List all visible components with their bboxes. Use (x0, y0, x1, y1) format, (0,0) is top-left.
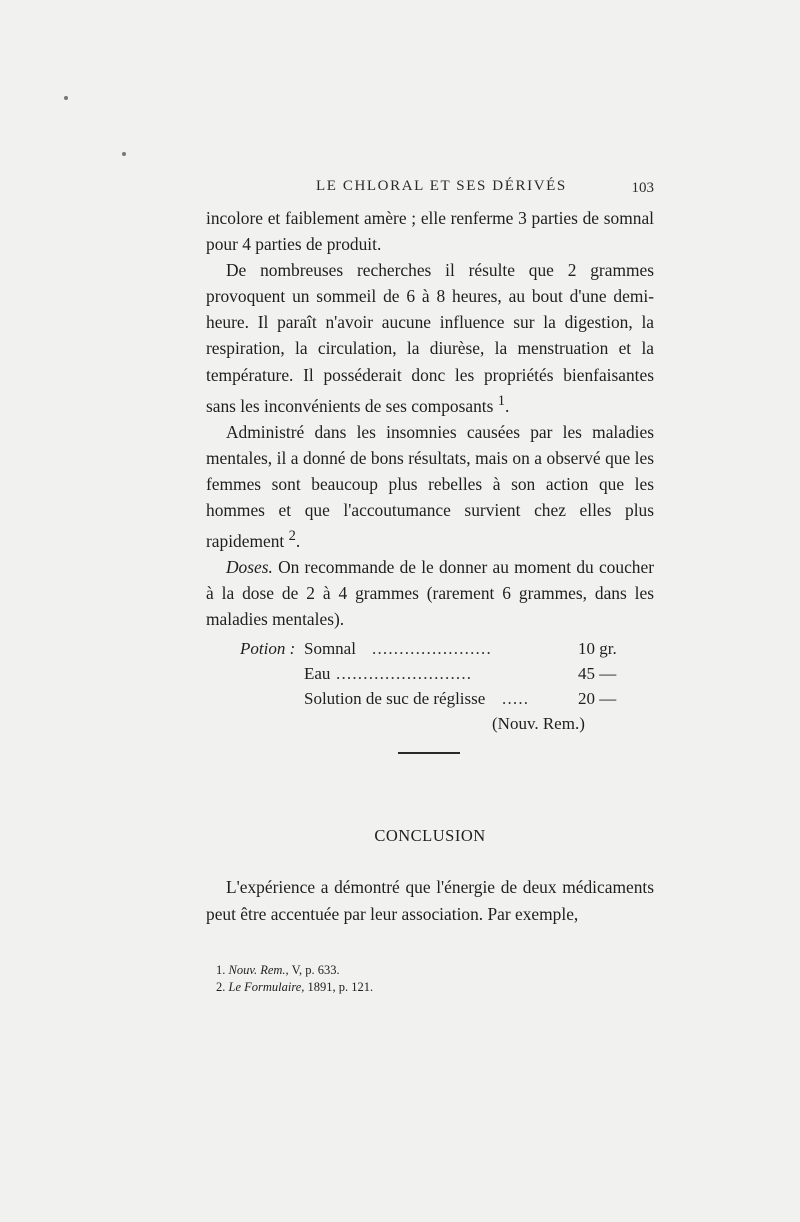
page-number: 103 (631, 180, 654, 196)
paragraph-1: incolore et faiblement amère ; elle renferme 3 parties de somnal pour 4 parties de produit. (206, 208, 654, 255)
formula-row (206, 661, 654, 686)
running-title: LE CHLORAL ET SES DÉRIVÉS (316, 178, 567, 194)
page-speck (122, 152, 126, 156)
footnotes (216, 962, 636, 996)
footnote-2: 2. Le Formulaire, 1891, p. 121. (216, 980, 374, 994)
ingredient-quantity: 20 — (578, 689, 617, 708)
conclusion-text (206, 874, 654, 927)
formula-source: (Nouv. Rem.) (492, 714, 585, 733)
leader-dots: ..... (502, 689, 530, 708)
formula-row (206, 711, 654, 736)
paragraph-3: Administré dans les insomnies causées par les maladies mentales, il a donné de bons résultats, mais on a observé que les femmes sont beaucoup plus rebelles à son action que les hommes et que l'accoutumance survient chez elles plus rapidement $^2$. (206, 421, 654, 551)
formula-row (206, 636, 654, 661)
section-divider (398, 752, 460, 754)
ingredient-name: Somnal (304, 639, 356, 658)
ingredient-quantity: 10 gr. (578, 639, 617, 658)
ingredient-name: Eau (304, 664, 331, 683)
paragraph-2: De nombreuses recherches il résulte que 2 grammes provoquent un sommeil de 6 à 8 heures, au bout d'une demi-heure. Il paraît n'avoir aucune influence sur la digestion, la respiration, la circulation, la diurèse, la menstruation et la température. Il posséderait donc les propriétés bienfaisantes sans les inconvénients de ses composants $^1$. (206, 260, 654, 416)
footnote-1: 1. Nouv. Rem., V, p. 633. (216, 963, 340, 977)
footnote-ref-2: 2 (288, 527, 296, 544)
paragraph-doses: Doses. On recommande de le donner au moment du coucher à la dose de 2 à 4 grammes (rarement 6 grammes, dans les maladies mentales). (206, 556, 654, 629)
formula-label: Potion : (240, 639, 296, 658)
ingredient-name: Solution de suc de réglisse (304, 689, 486, 708)
section-heading: CONCLUSION (374, 826, 486, 845)
prescription-formula (206, 636, 654, 736)
leader-dots: ......................... (336, 664, 473, 683)
ingredient-quantity: 45 — (578, 664, 617, 683)
formula-row (206, 686, 654, 711)
doses-label: Doses. (226, 556, 273, 577)
body-text (206, 205, 654, 632)
leader-dots: ...................... (372, 639, 492, 658)
page-header (206, 178, 654, 204)
conclusion-paragraph: L'expérience a démontré que l'énergie de deux médicaments peut être accentuée par leur association. Par exemple, (206, 877, 654, 924)
page-speck (64, 96, 68, 100)
footnote-ref-1: 1 (497, 392, 505, 409)
